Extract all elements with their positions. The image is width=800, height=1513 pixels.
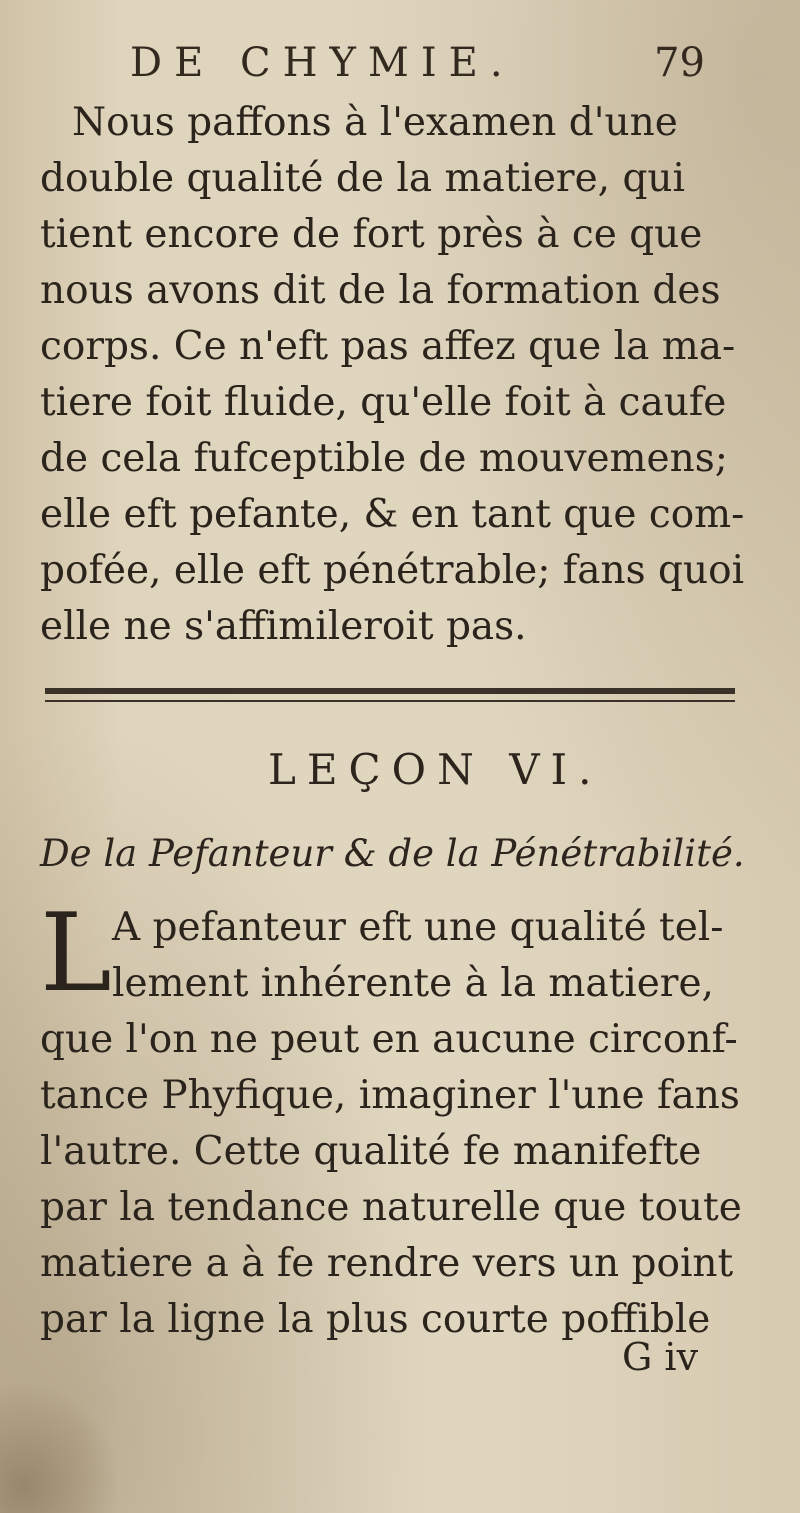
text-line: A pefanteur eft une qualité tel- — [112, 905, 724, 950]
text-line: lement inhérente à la matiere, — [112, 961, 714, 1006]
text-line: par la ligne la plus courte poffible — [40, 1297, 711, 1342]
text-line: l'autre. Cette qualité fe manifefte — [40, 1129, 702, 1174]
paragraph-lesson — [40, 891, 742, 1348]
page-number: 79 — [654, 40, 705, 86]
text-line: double qualité de la matiere, qui — [40, 156, 686, 201]
text-line: pofée, elle eft pénétrable; fans quoi — [40, 548, 745, 593]
text-line: corps. Ce n'eft pas affez que la ma- — [40, 324, 736, 369]
signature-mark: G iv — [622, 1335, 699, 1379]
paragraph-intro — [40, 95, 745, 655]
text-line: de cela fufceptible de mouvemens; — [40, 436, 728, 481]
text-line: tance Phyfique, imaginer l'une fans — [40, 1073, 740, 1118]
section-divider-thin — [45, 700, 735, 702]
text-line: matiere a à fe rendre vers un point — [40, 1241, 734, 1286]
text-line: Nous paffons à l'examen d'une — [72, 100, 678, 145]
drop-cap: L — [40, 891, 112, 1016]
text-line: elle ne s'affimileroit pas. — [40, 604, 527, 649]
running-title: DE CHYMIE. — [130, 40, 515, 86]
text-line: par la tendance naturelle que toute — [40, 1185, 742, 1230]
paper-stain — [0, 1380, 120, 1513]
text-line: que l'on ne peut en aucune circonf- — [40, 1017, 738, 1062]
text-line: tient encore de fort près à ce que — [40, 212, 703, 257]
page-header — [105, 40, 705, 100]
text-line: tiere foit fluide, qu'elle foit à caufe — [40, 380, 727, 425]
section-title: LEÇON VI. — [268, 745, 603, 794]
text-line: elle eft pefante, & en tant que com- — [40, 492, 745, 537]
section-subtitle: De la Pefanteur & de la Pénétrabilité. — [40, 832, 745, 875]
section-divider-thick — [45, 688, 735, 694]
text-line: nous avons dit de la formation des — [40, 268, 721, 313]
